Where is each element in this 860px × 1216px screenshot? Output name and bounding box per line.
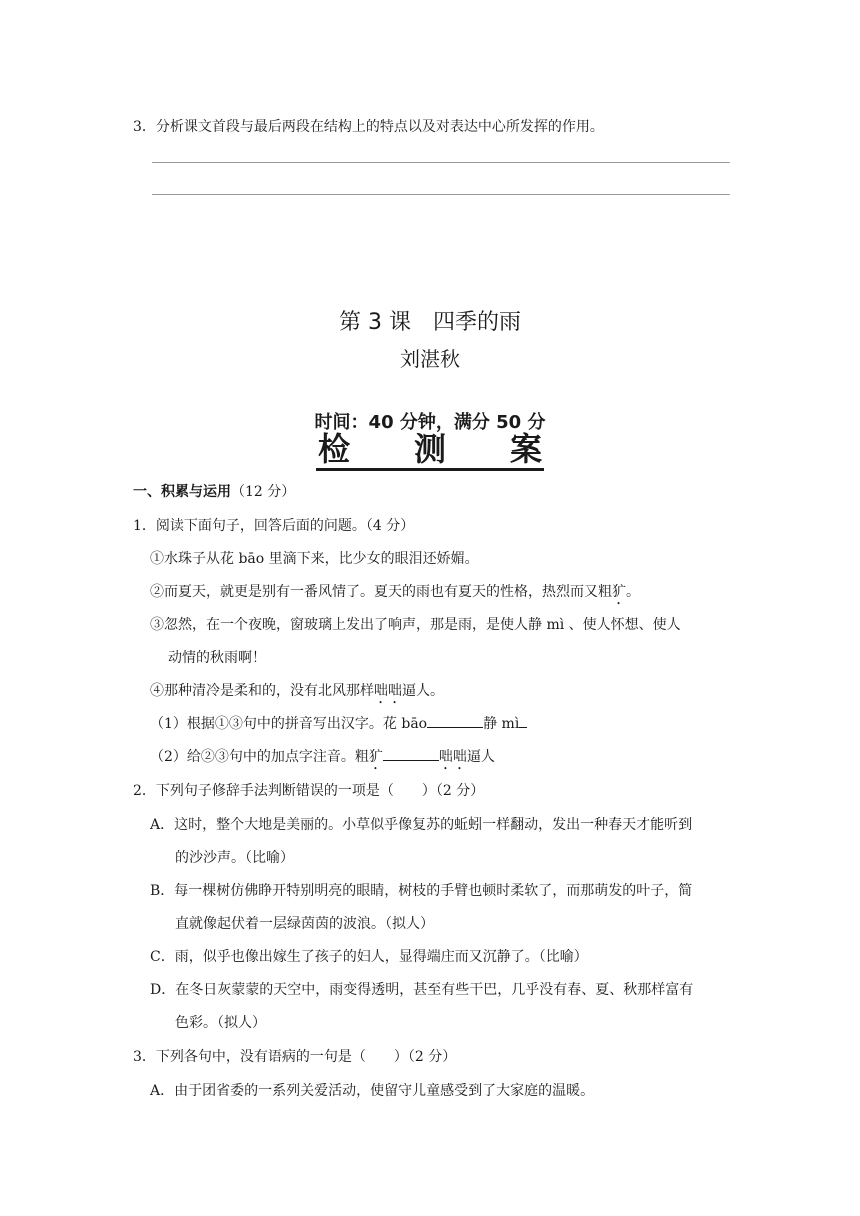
q1-s2-text: ②而夏天，就更是别有一番风情了。夏天的雨也有夏天的性格，热烈而又粗 bbox=[150, 584, 612, 600]
prev-question bbox=[133, 116, 604, 136]
q1-sub2-blank[interactable] bbox=[383, 760, 439, 761]
q2-stem: 2．下列句子修辞手法判断错误的一项是（ ）（2 分） bbox=[133, 783, 485, 799]
q3-option-a: A．由于团省委的一系列关爱活动，使留守儿童感受到了大家庭的温暖。 bbox=[150, 1083, 595, 1099]
q1-sentence-4 bbox=[150, 680, 444, 707]
q1-s4-end: 逼人。 bbox=[402, 683, 444, 699]
q2-option-d-line1: D．在冬日灰蒙蒙的天空中，雨变得透明，甚至有些干巴，几乎没有春、夏、秋那样富有 bbox=[150, 982, 694, 998]
q1-sub2-dotted-word: 咄咄 bbox=[438, 749, 467, 765]
prev-question-text: 分析课文首段与最后两段在结构上的特点以及对表达中心所发挥的作用。 bbox=[155, 119, 604, 135]
q3-stem: 3．下列各句中，没有语病的一句是（ ）（2 分） bbox=[133, 1049, 457, 1065]
q1-sub2 bbox=[150, 746, 495, 773]
q2-option-a-line2: 的沙沙声。（比喻） bbox=[175, 850, 294, 866]
q1-s2-dotted-char: 犷 bbox=[612, 584, 626, 600]
part1-heading bbox=[133, 481, 295, 501]
answer-line-1 bbox=[152, 162, 730, 163]
q1-sub1-text: （1）根据①③句中的拼音写出汉字。花 bāo bbox=[150, 716, 428, 732]
prev-question-number: 3． bbox=[133, 119, 156, 135]
q1-s4-text: ④那种清冷是柔和的，没有北风那样 bbox=[150, 683, 374, 699]
q1-s4-dotted-word: 咄咄 bbox=[374, 683, 402, 699]
q1-stem: 1．阅读下面句子，回答后面的问题。（4 分） bbox=[133, 518, 415, 534]
section-heading-wrap bbox=[0, 430, 860, 471]
q2-option-b-line1: B．每一棵树仿佛睁开特别明亮的眼睛，树枝的手臂也顿时柔软了，而那萌发的叶子，简 bbox=[150, 883, 693, 899]
q1-sub1 bbox=[150, 713, 527, 733]
q1-sub2-end: 逼人 bbox=[466, 749, 495, 765]
q1-sub1-blank-2[interactable] bbox=[519, 727, 527, 728]
q2-option-c: C．雨，似乎也像出嫁生了孩子的妇人，显得端庄而又沉静了。（比喻） bbox=[150, 949, 588, 965]
q1-sentence-2 bbox=[150, 581, 640, 608]
q1-sentence-3-line2: 动情的秋雨啊！ bbox=[168, 650, 266, 666]
q2-option-a-line1: A．这时，整个大地是美丽的。小草似乎像复苏的蚯蚓一样翻动，发出一种春天才能听到 bbox=[150, 817, 693, 833]
answer-line-2 bbox=[152, 194, 730, 195]
q1-sub2-text: （2）给②③句中的加点字注音。粗 bbox=[150, 749, 369, 765]
q1-s2-end: 。 bbox=[626, 584, 640, 600]
q2-option-d-line2: 色彩。（拟人） bbox=[175, 1015, 266, 1031]
section-heading: 检 测 案 bbox=[316, 430, 544, 471]
q1-sub1-blank-1[interactable] bbox=[427, 727, 483, 728]
part1-score: （12 分） bbox=[231, 484, 296, 500]
q1-sentence-3-line1: ③忽然，在一个夜晚，窗玻璃上发出了响声，那是雨，是使人静 mì 、使人怀想、使人 bbox=[150, 617, 681, 633]
lesson-author: 刘湛秋 bbox=[400, 347, 460, 371]
part1-heading-text: 一、积累与运用 bbox=[133, 484, 231, 500]
q2-option-b-line2: 直就像起伏着一层绿茵茵的波浪。（拟人） bbox=[175, 916, 434, 932]
time-info: 时间：40 分钟，满分 50 分 bbox=[314, 412, 546, 433]
q1-sub2-dotted-char: 犷 bbox=[368, 749, 383, 765]
q1-sub1-mid: 静 mì bbox=[483, 716, 520, 732]
lesson-title: 第 3 课 四季的雨 bbox=[339, 310, 521, 335]
q1-sentence-1: ①水珠子从花 bāo 里滴下来，比少女的眼泪还娇媚。 bbox=[150, 551, 479, 567]
